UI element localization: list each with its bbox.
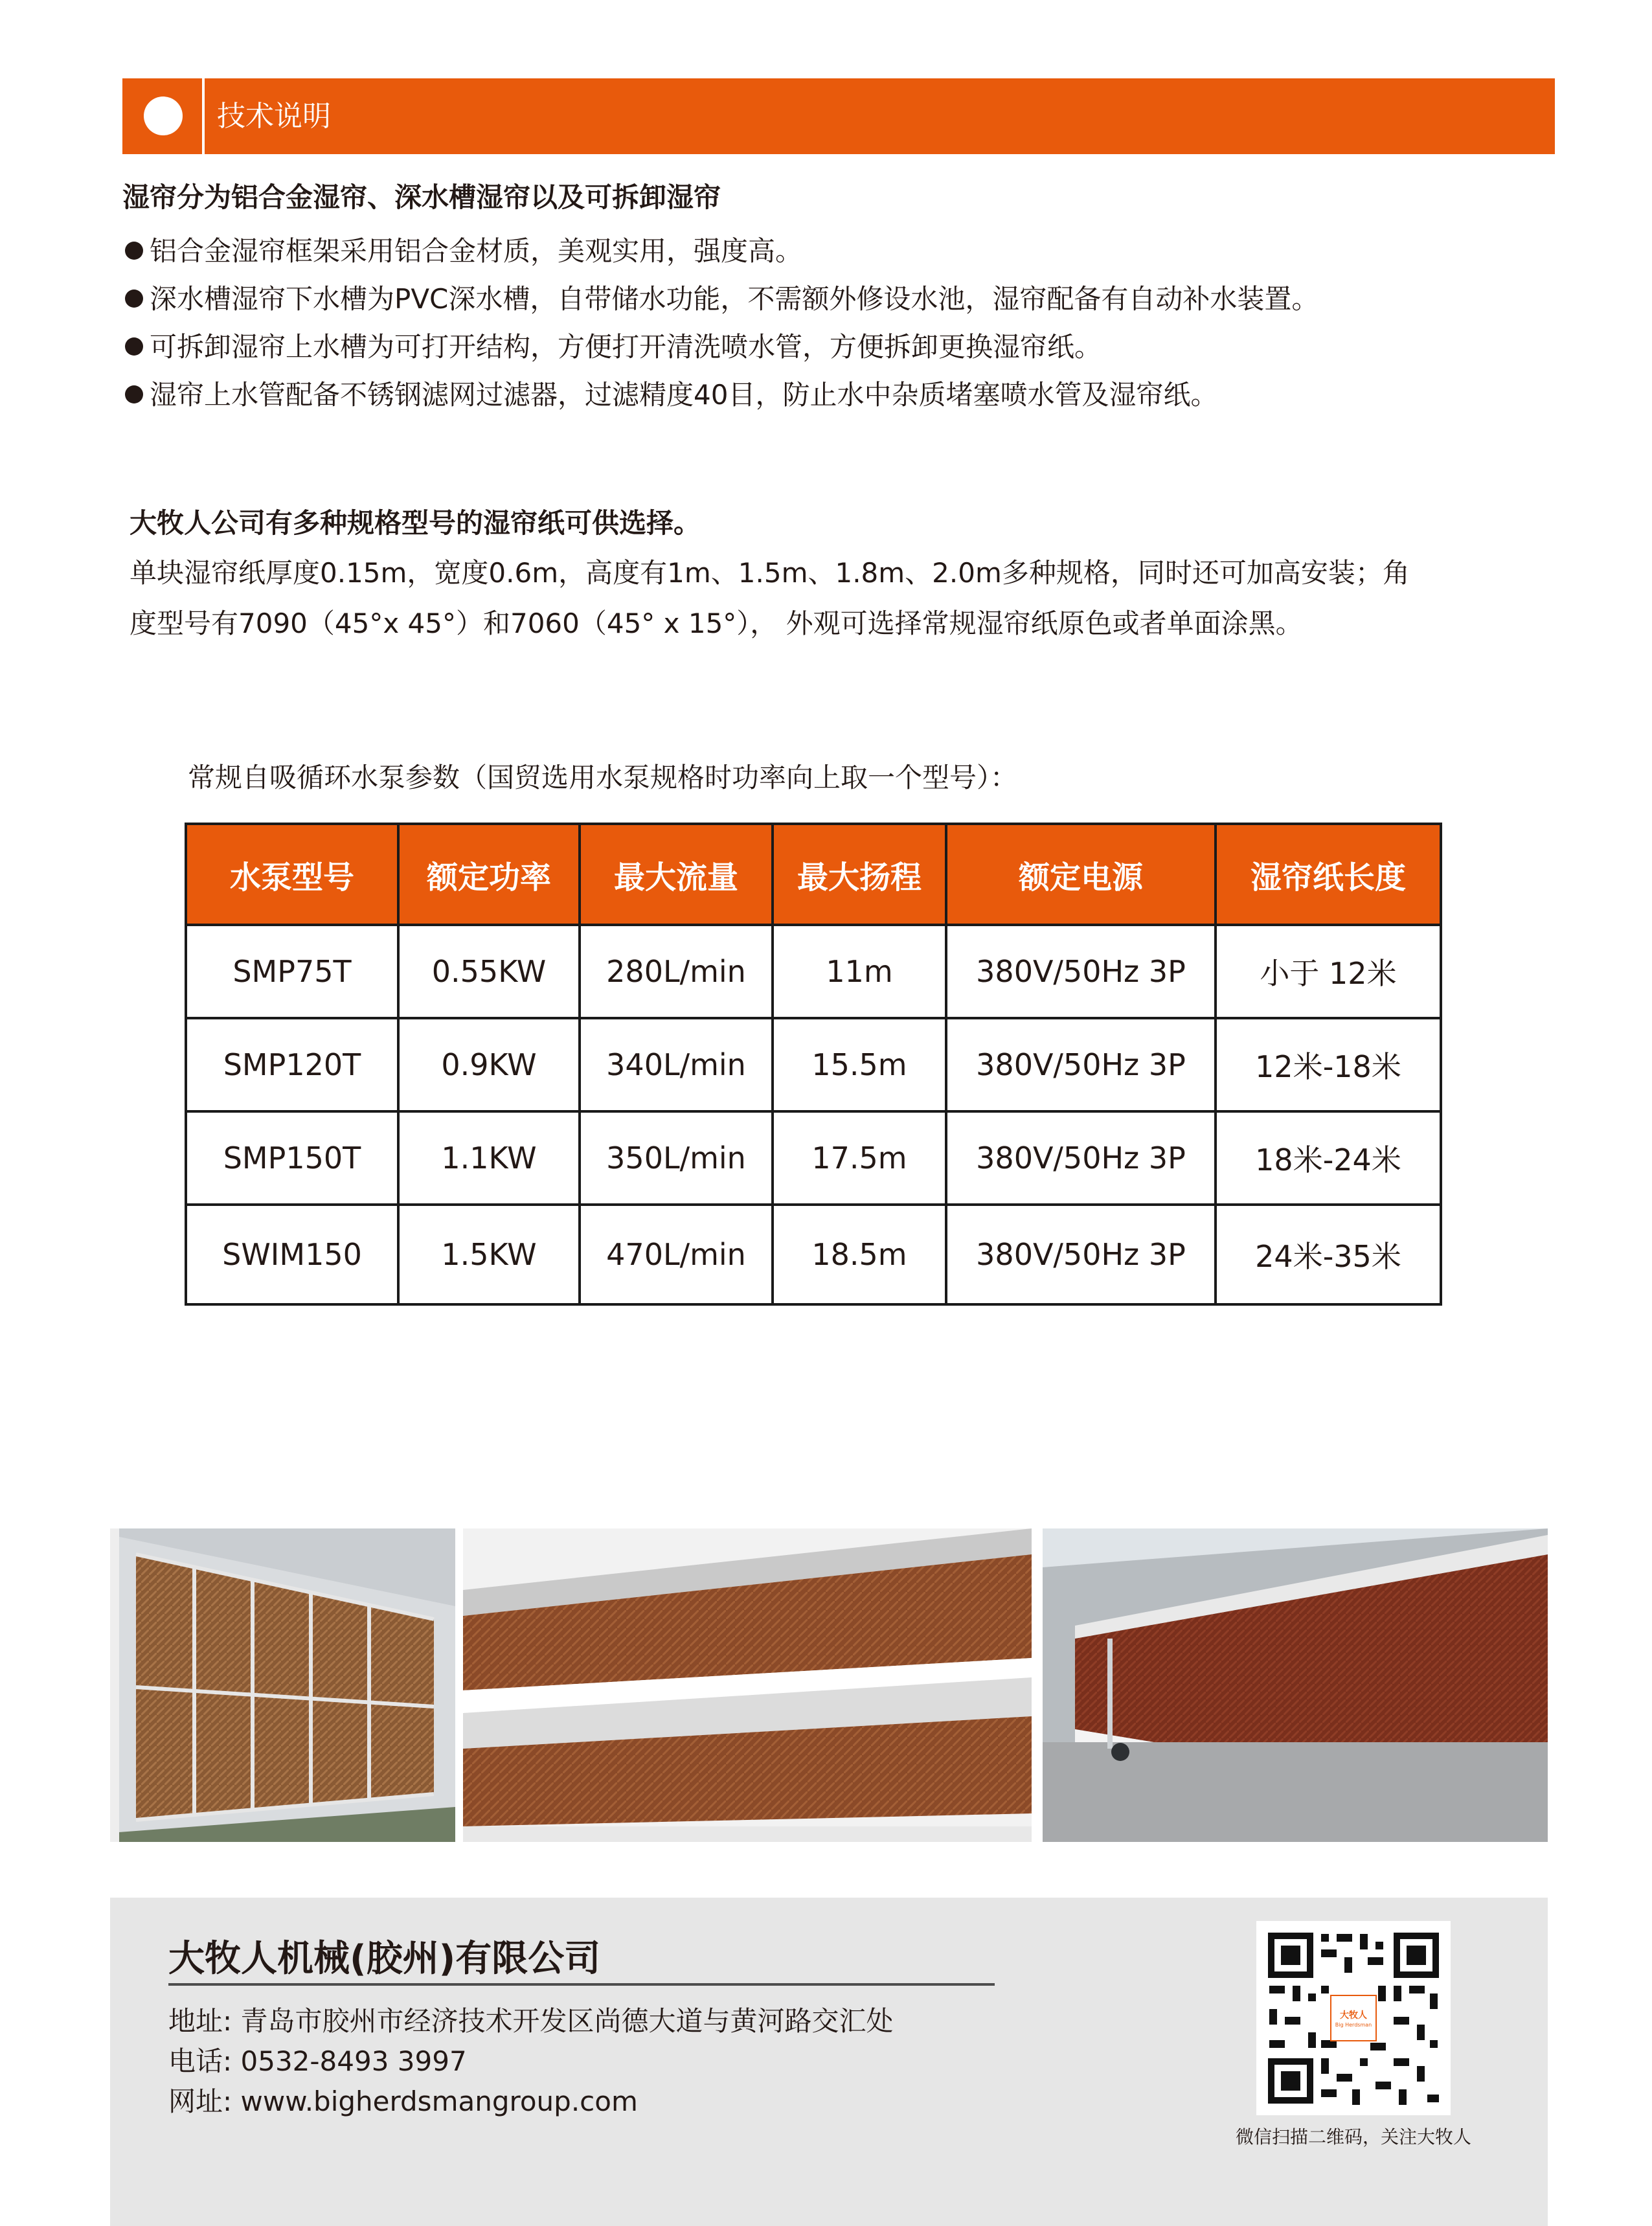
table-row xyxy=(186,1205,1441,1304)
bullet-item: 湿帘上水管配备不锈钢滤网过滤器，过滤精度40目，防止水中杂质堵塞喷水管及湿帘纸。 xyxy=(125,374,1217,413)
qr-code-icon xyxy=(1256,1921,1451,2115)
table-cell: 12米-18米 xyxy=(1216,1018,1441,1111)
table-row xyxy=(186,1018,1441,1111)
pump-caption: 常规自吸循环水泵参数（国贸选用水泵规格时功率向上取一个型号）： xyxy=(188,762,1018,793)
bullet-dot-icon xyxy=(125,290,143,308)
photo-removable-pad-wall xyxy=(1043,1528,1548,1842)
table-cell: 350L/min xyxy=(580,1111,773,1205)
column-header: 额定功率 xyxy=(398,824,580,925)
bullet-item: 深水槽湿帘下水槽为PVC深水槽，自带储水功能，不需额外修设水池，湿帘配备有自动补水装置。 xyxy=(125,278,1318,317)
column-header: 水泵型号 xyxy=(186,824,398,925)
table-cell: 0.55KW xyxy=(398,925,580,1018)
table-cell: 380V/50Hz 3P xyxy=(946,1205,1216,1304)
qr-caption: 微信扫描二维码，关注大牧人 xyxy=(1235,2126,1471,2148)
specs-line-2: 度型号有7090（45°x 45°）和7060（45° x 15°）， 外观可选择常规湿帘纸原色或者单面涂黑。 xyxy=(130,608,1303,639)
table-row xyxy=(186,925,1441,1018)
company-website[interactable]: 网址: www.bigherdsmangroup.com xyxy=(168,2085,638,2117)
specs-line-1: 单块湿帘纸厚度0.15m，宽度0.6m，高度有1m、1.5m、1.8m、2.0m多种规格，同时还可加高安装；角 xyxy=(130,557,1410,589)
column-header: 最大流量 xyxy=(580,824,773,925)
table-cell: SWIM150 xyxy=(186,1205,398,1304)
specs-heading: 大牧人公司有多种规格型号的湿帘纸可供选择。 xyxy=(130,507,701,539)
table-cell: 1.5KW xyxy=(398,1205,580,1304)
footer-divider xyxy=(168,1983,995,1986)
qr-logo-text: 大牧人 xyxy=(1340,2010,1367,2021)
table-cell: 470L/min xyxy=(580,1205,773,1304)
bullet-item: 可拆卸湿帘上水槽为可打开结构，方便打开清洗喷水管，方便拆卸更换湿帘纸。 xyxy=(125,326,1102,365)
company-phone: 电话: 0532-8493 3997 xyxy=(168,2045,467,2077)
bullet-item: 铝合金湿帘框架采用铝合金材质，美观实用，强度高。 xyxy=(125,230,802,269)
table-cell: 380V/50Hz 3P xyxy=(946,925,1216,1018)
photo-aluminum-pad-wall xyxy=(110,1528,455,1842)
column-header: 最大扬程 xyxy=(773,824,946,925)
bullet-dot-icon xyxy=(125,337,143,356)
table-cell: 24米-35米 xyxy=(1216,1205,1441,1304)
pump-spec-table xyxy=(185,823,1442,1306)
bullet-dot-icon xyxy=(125,385,143,403)
header-divider xyxy=(202,78,205,154)
table-cell: SMP120T xyxy=(186,1018,398,1111)
footer xyxy=(110,1898,1548,2226)
table-cell: 340L/min xyxy=(580,1018,773,1111)
table-cell: 380V/50Hz 3P xyxy=(946,1111,1216,1205)
table-cell: 18.5m xyxy=(773,1205,946,1304)
table-cell: 0.9KW xyxy=(398,1018,580,1111)
table-header-row xyxy=(186,824,1441,925)
table-cell: 380V/50Hz 3P xyxy=(946,1018,1216,1111)
table-cell: SMP75T xyxy=(186,925,398,1018)
column-header: 额定电源 xyxy=(946,824,1216,925)
table-cell: 小于 12米 xyxy=(1216,925,1441,1018)
table-cell: 17.5m xyxy=(773,1111,946,1205)
table-cell: SMP150T xyxy=(186,1111,398,1205)
company-name: 大牧人机械(胶州)有限公司 xyxy=(168,1938,601,1980)
bullet-dot-icon xyxy=(125,242,143,260)
company-address: 地址: 青岛市胶州市经济技术开发区尚德大道与黄河路交汇处 xyxy=(168,2005,894,2037)
table-cell: 15.5m xyxy=(773,1018,946,1111)
table-cell: 18米-24米 xyxy=(1216,1111,1441,1205)
section-header xyxy=(122,78,1555,154)
qr-logo-subtext: Big Herdsman xyxy=(1335,2022,1372,2028)
photo-deep-trough-pad-wall xyxy=(463,1528,1032,1842)
table-row xyxy=(186,1111,1441,1205)
intro-heading: 湿帘分为铝合金湿帘、深水槽湿帘以及可拆卸湿帘 xyxy=(122,181,721,213)
table-cell: 1.1KW xyxy=(398,1111,580,1205)
column-header: 湿帘纸长度 xyxy=(1216,824,1441,925)
table-cell: 280L/min xyxy=(580,925,773,1018)
section-title: 技术说明 xyxy=(217,100,331,133)
table-cell: 11m xyxy=(773,925,946,1018)
header-dot-icon xyxy=(144,97,183,135)
